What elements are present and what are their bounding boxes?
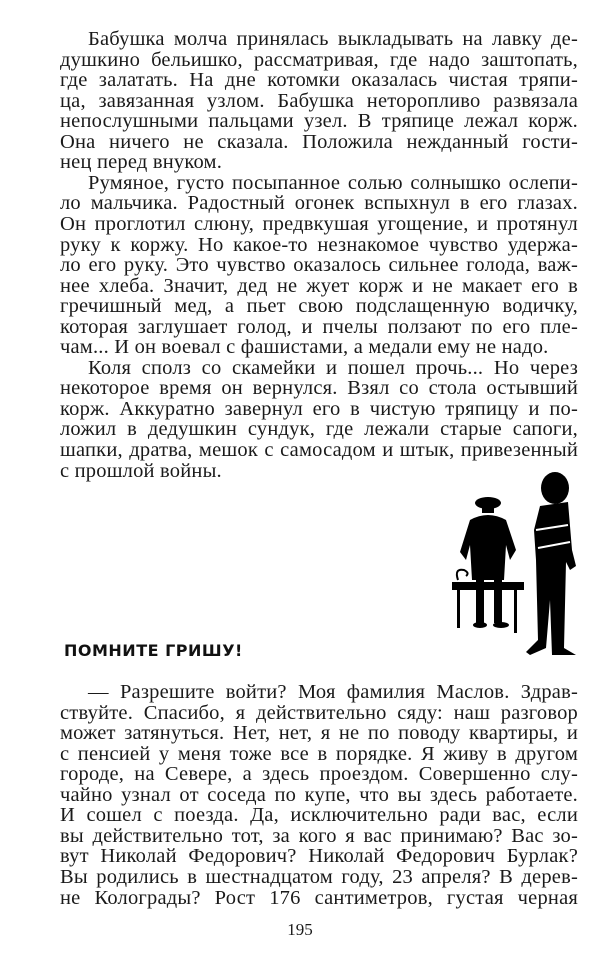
text-line: с пенсией у меня тоже все в порядке. Я живу в другом [60,742,578,765]
text-line: Бабушка молча принялась выкладывать на лавку де- [88,28,578,50]
text-line: непослушными пальцами узел. В тряпице лежал корж. [60,110,578,133]
text-line: Она ничего не сказала. Положила нежданный гости- [60,130,578,153]
text-line: некоторое время он вернулся. Взял со стола остывший [60,377,578,400]
text-line: — Разрешите войти? Моя фамилия Маслов. Здрав- [88,681,578,703]
text-line: чайно узнал от соседа по купе, что вы здесь работаете. [60,783,578,806]
text-line: нец перед внуком. [60,151,223,174]
text-line: чам... И он воевал с фашистами, а медали ему не надо. [60,336,549,359]
text-line: вы действительно тот, за кого я вас принимаю? Вас зо- [60,824,578,847]
text-line: ло его руку. Это чувство оказалось сильнее голода, важ- [60,254,578,277]
text-line: Румяное, густо посыпанное солью солнышко ослепи- [88,171,578,194]
text-line: И сошел с поезда. Да, исключительно ради вас, если [60,804,578,827]
text-line: не Колограды? Рост 176 сантиметров, густая черная [60,886,578,909]
text-line: нее хлеба. Значит, дед не жует корж и не макает его в [60,274,578,297]
text-line: ца, завязанная узлом. Бабушка неторопливо развязала [60,89,578,112]
text-line: ло мальчика. Радостный огонек вспыхнул в его глазах. [60,192,578,215]
text-line: где залатать. На дне котомки оказалась чистая тряпи- [60,69,578,92]
text-line: которая заглушает голод, и пчелы ползают по его пле- [60,315,578,338]
text-line: Он проглотил слюну, предвкушая угощение, и протянул [60,212,578,235]
text-line: Вы родились в шестнадцатом году, 23 апреля? В дерев- [60,865,578,888]
text-line: ложил в дедушкин сундук, где лежали старые сапоги, [60,418,578,441]
text-line: гречишный мед, а пьет свою подслащенную водичку, [60,295,578,318]
text-line: может затянуться. Нет, нет, я не по поводу квартиры, и [60,722,578,745]
section-heading: ПОМНИТЕ ГРИШУ! [64,641,243,660]
text-line: руку к коржу. Но какое-то незнакомое чувство удержа- [60,233,578,256]
text-line: вут Николай Федорович? Николай Федорович Бурлак? [60,845,578,868]
text-line: ствуйте. Спасибо, я действительно сяду: наш разговор [60,701,578,724]
text-line: городе, на Севере, а здесь проездом. Совершенно слу- [60,763,578,786]
text-line: душкино бельишко, рассматривая, где надо заштопать, [60,48,578,71]
text-line: корж. Аккуратно завернул его в чистую тряпицу и по- [60,397,578,420]
silhouette-illustration-icon [430,470,600,670]
text-line: шапки, дратва, мешок с самосадом и штык, привезенный [60,439,578,461]
page-number: 195 [287,920,313,939]
text-line: Коля сполз со скамейки и пошел прочь... Но через [88,356,578,379]
text-line: с прошлой войны. [60,459,222,482]
